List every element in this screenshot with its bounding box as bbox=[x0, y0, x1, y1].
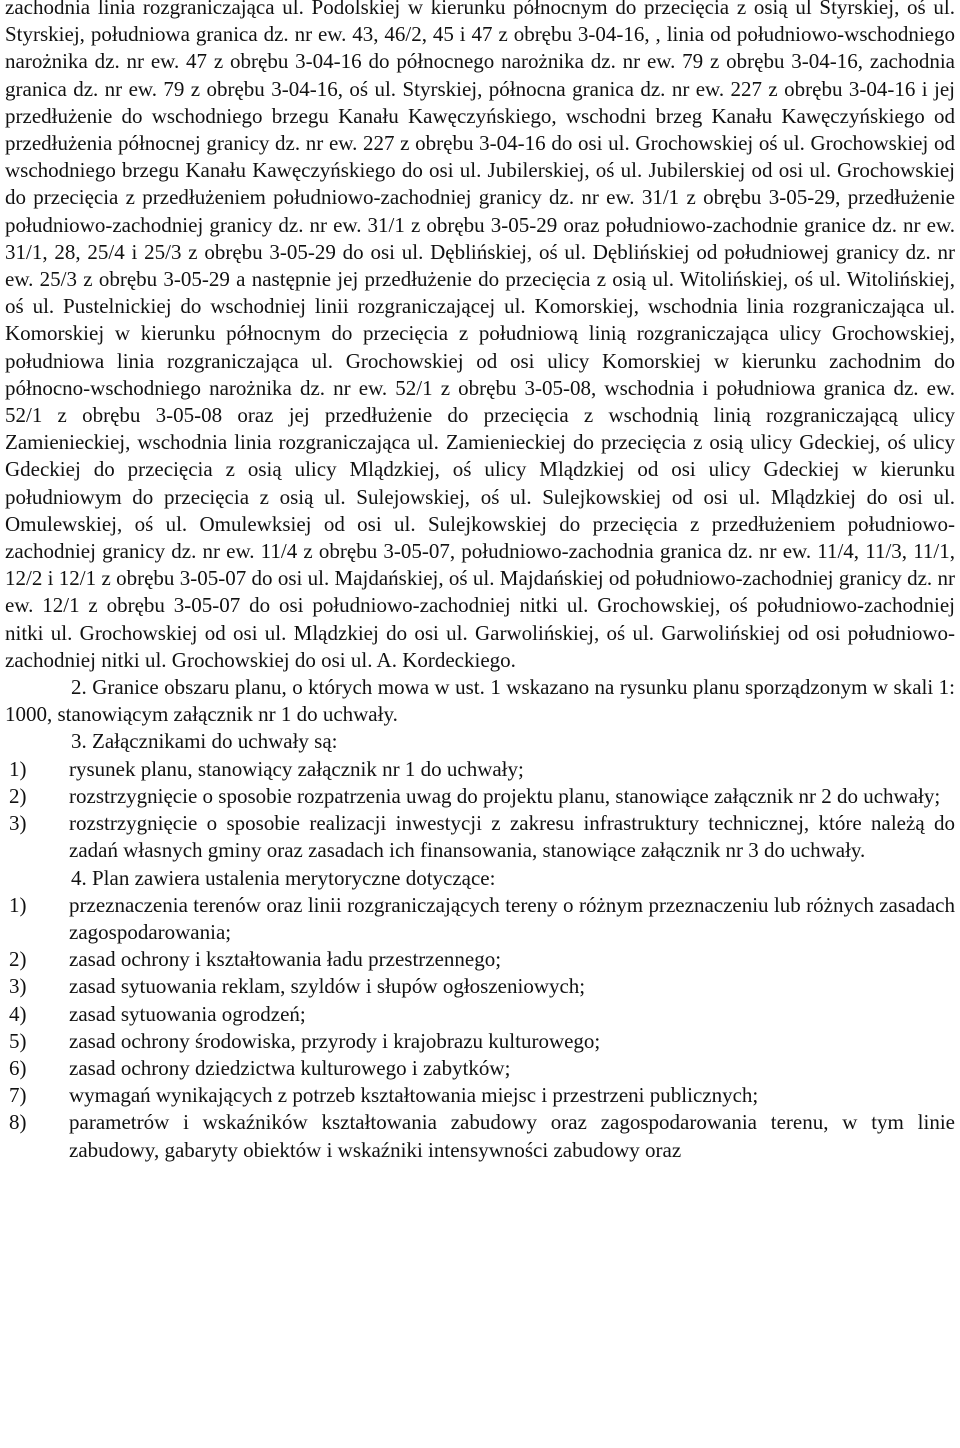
list-item bbox=[5, 1055, 955, 1082]
list-item-number: 8) bbox=[9, 1110, 27, 1135]
list-item bbox=[5, 1001, 955, 1028]
section-3-heading: 3. Załącznikami do uchwały są: bbox=[71, 729, 338, 754]
list-item-text: zasad sytuowania reklam, szyldów i słupów ogłoszeniowych; bbox=[69, 974, 586, 999]
list-item-text: parametrów i wskaźników kształtowania zabudowy oraz zagospodarowania terenu, w tym linie zabudowy, gabaryty obiektów i wskaźniki intensywności zabudowy oraz bbox=[69, 1110, 955, 1162]
list-item bbox=[5, 946, 955, 973]
list-item-number: 2) bbox=[9, 947, 27, 972]
list-item bbox=[5, 783, 955, 810]
list-item-number: 1) bbox=[9, 892, 27, 917]
boundary-description-paragraph: zachodnia linia rozgraniczająca ul. Podolskiej w kierunku północnym do przecięcia z osią ul Styrskiej, oś ul. Styrskiej, południowa granica dz. nr ew. 43, 46/2, 45 i 47 z obrębu 3-04-16, , linia od południowo-wschodniego narożnika dz. nr ew. 47 z obrębu 3-04-16 do północnego narożnika dz. nr ew. 79 z obrębu 3-04-16, zachodnia granica dz. nr ew. 79 z obrębu 3-04-16, oś ul. Styrskiej, północna granica dz. nr ew. 227 z obrębu 3-04-16 i jej przedłużenie do wschodniego brzegu Kanału Kawęczyńskiego, wschodni brzeg Kanału Kawęczyńskiego od przedłużenia północnej granicy dz. nr ew. 227 z obrębu 3-04-16 do osi ul. Grochowskiej oś ul. Grochowskiej od wschodniego brzegu Kanału Kawęczyńskiego do osi ul. Jubilerskiej, oś ul. Jubilerskiej od osi ul. Grochowskiej do przecięcia z przedłużeniem południowo-zachodniej granicy dz. nr ew. 31/1 z obrębu 3-05-29, przedłużenie południowo-zachodniej granicy dz. nr ew. 31/1 z obrębu 3-05-29 oraz południowo-zachodnie granice dz. nr ew. 31/1, 28, 25/4 i 25/3 z obrębu 3-05-29 do osi ul. Dęblińskiej, oś ul. Dęblińskiej od południowej granicy dz. nr ew. 25/3 z obrębu 3-05-29 a następnie jej przedłużenie do przecięcia z osią ul. Witolińskiej, oś ul. Witolińskiej, oś ul. Pustelnickiej do wschodniej linii rozgraniczającej ul. Komorskiej, wschodnia linia rozgraniczająca ul. Komorskiej w kierunku północnym do przecięcia z południową linią rozgraniczająca ulicy Grochowskiej, południowa linia rozgraniczająca ul. Grochowskiej od osi ulicy Komorskiej w kierunku zachodnim do północno-wschodniego narożnika dz. nr ew. 52/1 z obrębu 3-05-08, wschodnia i południowa granica dz. ew. 52/1 z obrębu 3-05-08 oraz jej przedłużenie do przecięcia z wschodnią linią rozgraniczającą ulicy Zamienieckiej, wschodnia linia rozgraniczająca ul. Zamienieckiej do przecięcia z osią ulicy Gdeckiej, oś ulicy Gdeckiej do przecięcia z osią ulicy Mlądzkiej, oś ulicy Mlądzkiej od osi ulicy Gdeckiej w kierunku południowym do przecięcia z osią ul. Sulejowskiej, oś ul. Sulejkowskiej od osi ul. Mlądzkiej do osi ul. Omulewskiej, oś ul. Omulewksiej od osi ul. Sulejkowskiej do przecięcia z przedłużeniem południowo-zachodniej granicy dz. nr ew. 11/4 z obrębu 3-05-07, południowo-zachodnia granica dz. nr ew. 11/4, 11/3, 11/1, 12/2 i 12/1 z obrębu 3-05-07 do osi ul. Majdańskiej, oś ul. Majdańskiej od południowo-zachodniej granicy dz. nr ew. 12/1 z obrębu 3-05-07 do osi południowo-zachodniej nitki ul. Grochowskiej, oś południowo-zachodniej nitki ul. Grochowskiej od osi ul. Mlądzkiej do osi ul. Garwolińskiej, oś ul. Garwolińskiej od osi południowo-zachodniej nitki ul. Grochowskiej do osi ul. A. Kordeckiego. bbox=[5, 0, 955, 672]
list-item-number: 4) bbox=[9, 1001, 27, 1026]
list-item-number: 3) bbox=[9, 811, 27, 836]
list-item-text: rysunek planu, stanowiący załącznik nr 1 do uchwały; bbox=[69, 756, 524, 781]
list-item-number: 5) bbox=[9, 1028, 27, 1053]
list-item-text: wymagań wynikających z potrzeb kształtowania miejsc i przestrzeni publicznych; bbox=[69, 1083, 759, 1108]
list-item-text: zasad ochrony środowiska, przyrody i krajobrazu kulturowego; bbox=[69, 1028, 601, 1053]
list-item bbox=[5, 1109, 955, 1163]
list-item-text: rozstrzygnięcie o sposobie realizacji inwestycji z zakresu infrastruktury technicznej, które należą do zadań własnych gminy oraz zasadach ich finansowania, stanowiące załącznik nr 3 do uchwały. bbox=[69, 811, 955, 863]
list-item bbox=[5, 1082, 955, 1109]
list-item-text: zasad ochrony dziedzictwa kulturowego i zabytków; bbox=[69, 1055, 511, 1080]
section-2-paragraph: 2. Granice obszaru planu, o których mowa w ust. 1 wskazano na rysunku planu sporządzonym w skali 1: 1000, stanowiącym załącznik nr 1 do uchwały. bbox=[5, 675, 955, 727]
list-item bbox=[5, 810, 955, 864]
list-item-text: zasad sytuowania ogrodzeń; bbox=[69, 1001, 306, 1026]
list-item-number: 6) bbox=[9, 1055, 27, 1080]
list-item bbox=[5, 973, 955, 1000]
list-item bbox=[5, 1028, 955, 1055]
list-item-text: zasad ochrony i kształtowania ładu przestrzennego; bbox=[69, 947, 502, 972]
section-3-list bbox=[5, 756, 955, 865]
list-item bbox=[5, 892, 955, 946]
list-item-number: 3) bbox=[9, 974, 27, 999]
list-item-number: 2) bbox=[9, 783, 27, 808]
list-item-text: rozstrzygnięcie o sposobie rozpatrzenia uwag do projektu planu, stanowiące załącznik nr 2 do uchwały; bbox=[69, 783, 941, 808]
list-item bbox=[5, 756, 955, 783]
section-4-list bbox=[5, 892, 955, 1164]
list-item-text: przeznaczenia terenów oraz linii rozgraniczających tereny o różnym przeznaczeniu lub różnych zasadach zagospodarowania; bbox=[69, 892, 955, 944]
section-4-heading: 4. Plan zawiera ustalenia merytoryczne dotyczące: bbox=[71, 865, 496, 890]
list-item-number: 7) bbox=[9, 1083, 27, 1108]
list-item-number: 1) bbox=[9, 756, 27, 781]
